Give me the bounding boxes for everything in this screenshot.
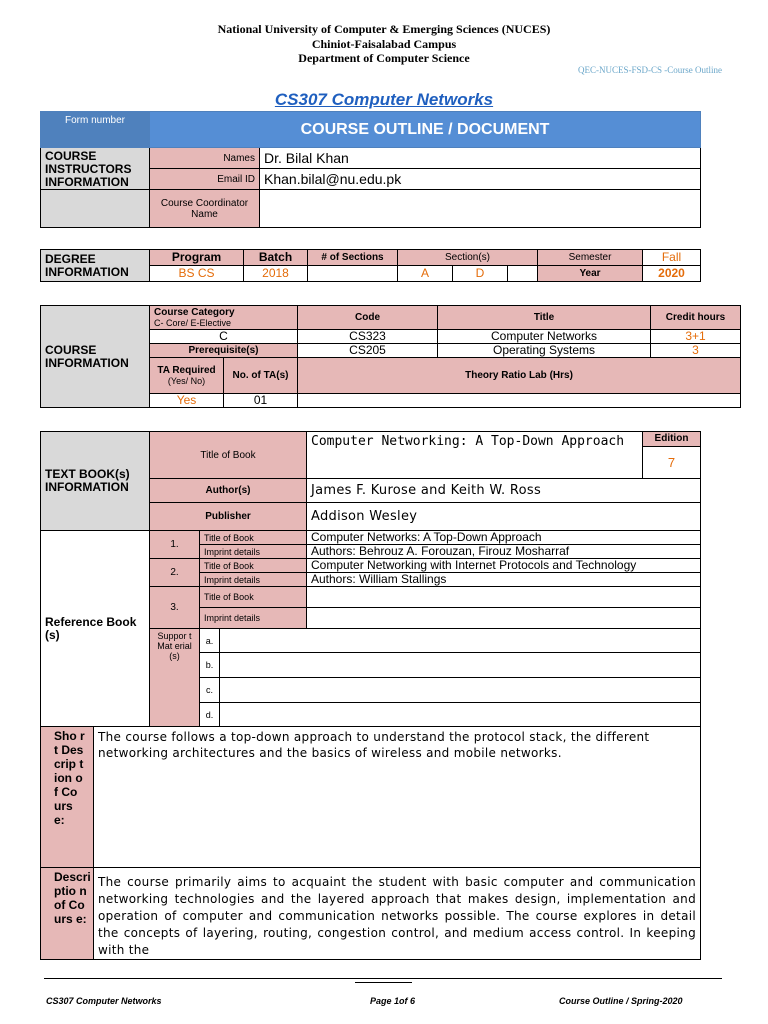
ref-2-title: Computer Networking with Internet Protocols and Technology	[307, 559, 701, 573]
semester-label: Semester	[538, 250, 643, 266]
prerequisite-title: Operating Systems	[438, 344, 651, 358]
campus-name: Chiniot-Faisalabad Campus	[311, 37, 457, 51]
degree-table	[40, 249, 701, 282]
publisher-label: Publisher	[150, 503, 307, 531]
batch-value: 2018	[244, 266, 308, 282]
names-label: Names	[150, 148, 260, 169]
reference-label	[41, 531, 150, 727]
code-label: Code	[298, 306, 438, 330]
prerequisite-credit: 3	[651, 344, 741, 358]
ref-2-num: 2.	[150, 559, 200, 587]
textbook-table	[40, 431, 701, 960]
email-label: Email ID	[150, 169, 260, 190]
reference-label-text: Reference Book (s)	[45, 614, 137, 642]
program-label: Program	[150, 250, 244, 266]
course-info-label: COURSE INFORMATION	[41, 306, 150, 408]
instructor-name: Dr. Bilal Khan	[260, 148, 701, 169]
edition-label: Edition	[643, 432, 700, 447]
sections-label: Section(s)	[398, 250, 538, 266]
course-code-value: CS323	[298, 330, 438, 344]
prerequisite-code: CS205	[298, 344, 438, 358]
sections-count-value	[308, 266, 398, 282]
ref-2-title-label: Title of Book	[200, 559, 307, 573]
course-category-sub: C- Core/ E-Elective	[154, 318, 232, 328]
ref-3-imprint-label: Imprint details	[200, 608, 307, 629]
sections-count-label: # of Sections	[308, 250, 398, 266]
ref-3-num: 3.	[150, 587, 200, 629]
course-category-label: Course Category	[154, 307, 235, 318]
ta-required-header	[150, 358, 224, 394]
support-b-label: b.	[200, 653, 220, 678]
prerequisite-label: Prerequisite(s)	[150, 344, 298, 358]
coordinator-name	[260, 190, 701, 228]
document-code: QEC-NUCES-FSD-CS -Course Outline	[577, 65, 722, 75]
year-value: 2020	[643, 266, 701, 282]
support-d-label: d.	[200, 703, 220, 727]
theory-ratio-label: Theory Ratio Lab (Hrs)	[298, 358, 741, 394]
book-title-label: Title of Book	[150, 432, 307, 479]
theory-ratio-value	[298, 394, 741, 408]
ref-1-title-label: Title of Book	[200, 531, 307, 545]
department-name: Department of Computer Science	[298, 51, 470, 65]
author-label: Author(s)	[150, 479, 307, 503]
coordinator-label: Course Coordinator Name	[150, 190, 260, 228]
course-category-value: C	[150, 330, 298, 344]
instructor-email: Khan.bilal@nu.edu.pk	[260, 169, 701, 190]
ref-1-imprint-label: Imprint details	[200, 545, 307, 559]
support-d-value	[220, 703, 701, 727]
form-number-label: Form number	[41, 112, 150, 148]
ta-required-sub: (Yes/ No)	[167, 376, 206, 386]
course-category-header	[150, 306, 298, 330]
year-label: Year	[538, 266, 643, 282]
instructor-table	[40, 111, 701, 228]
support-a-value	[220, 629, 701, 653]
ref-3-imprint	[307, 608, 701, 629]
footer-rule-short	[355, 982, 412, 983]
course-title-value: Computer Networks	[438, 330, 651, 344]
book-title-value: Computer Networking: A Top-Down Approach	[307, 432, 643, 479]
ref-3-title-label: Title of Book	[200, 587, 307, 608]
semester-value: Fall	[643, 250, 701, 266]
ref-3-title	[307, 587, 701, 608]
credit-hours-value: 3+1	[651, 330, 741, 344]
title-label: Title	[438, 306, 651, 330]
description-label: Descri ptio n of Co urs e:	[41, 868, 94, 960]
footer-page: Page 1of 6	[370, 996, 416, 1006]
instructors-label: COURSE INSTRUCTORS INFORMATION	[41, 148, 150, 190]
document-type-title: COURSE OUTLINE / DOCUMENT	[150, 112, 701, 148]
description-text: The course primarily aims to acquaint the student with basic computer and communication networking technologies and the layered approach that makes design, implementation and operation of computer and communication networks possible. The course explores in detail the concepts of layering, routing, congestion control, and medium access control. In keeping with the	[94, 868, 701, 960]
section-a: A	[398, 266, 453, 282]
footer-course: CS307 Computer Networks	[46, 996, 162, 1006]
support-b-value	[220, 653, 701, 678]
ref-1-title: Computer Networks: A Top-Down Approach	[307, 531, 701, 545]
ref-1-num: 1.	[150, 531, 200, 559]
ref-1-imprint: Authors: Behrouz A. Forouzan, Firouz Mosharraf	[307, 545, 701, 559]
edition-cell	[643, 432, 701, 479]
edition-value: 7	[667, 455, 676, 470]
course-title: CS307 Computer Networks	[274, 90, 494, 109]
course-table	[40, 305, 741, 408]
short-description-label: Sho rt Des crip tion of Co urs e:	[41, 727, 94, 868]
program-value: BS CS	[150, 266, 244, 282]
credit-hours-label: Credit hours	[651, 306, 741, 330]
ta-count-value: 01	[224, 394, 298, 408]
short-description-text: The course follows a top-down approach to understand the protocol stack, the different networking architectures and the basics of wireless and mobile networks.	[94, 727, 701, 868]
ta-required-value: Yes	[150, 394, 224, 408]
batch-label: Batch	[244, 250, 308, 266]
ta-count-label: No. of TA(s)	[224, 358, 298, 394]
textbook-label: TEXT BOOK(s) INFORMATION	[41, 432, 150, 531]
footer-rule	[44, 978, 722, 979]
section-empty	[508, 266, 538, 282]
ref-2-imprint: Authors: William Stallings	[307, 573, 701, 587]
support-c-value	[220, 678, 701, 703]
university-name: National University of Computer & Emerging Sciences (NUCES)	[217, 22, 551, 36]
author-value: James F. Kurose and Keith W. Ross	[307, 479, 701, 503]
support-a-label: a.	[200, 629, 220, 653]
section-d: D	[453, 266, 508, 282]
ta-required-label: TA Required	[157, 365, 216, 376]
footer-outline: Course Outline / Spring-2020	[559, 996, 683, 1006]
ref-2-imprint-label: Imprint details	[200, 573, 307, 587]
instructors-label-filler	[41, 190, 150, 228]
publisher-value: Addison Wesley	[307, 503, 701, 531]
support-c-label: c.	[200, 678, 220, 703]
support-material-label: Suppor t Mat erial (s)	[150, 629, 200, 727]
degree-label: DEGREE INFORMATION	[41, 250, 150, 282]
